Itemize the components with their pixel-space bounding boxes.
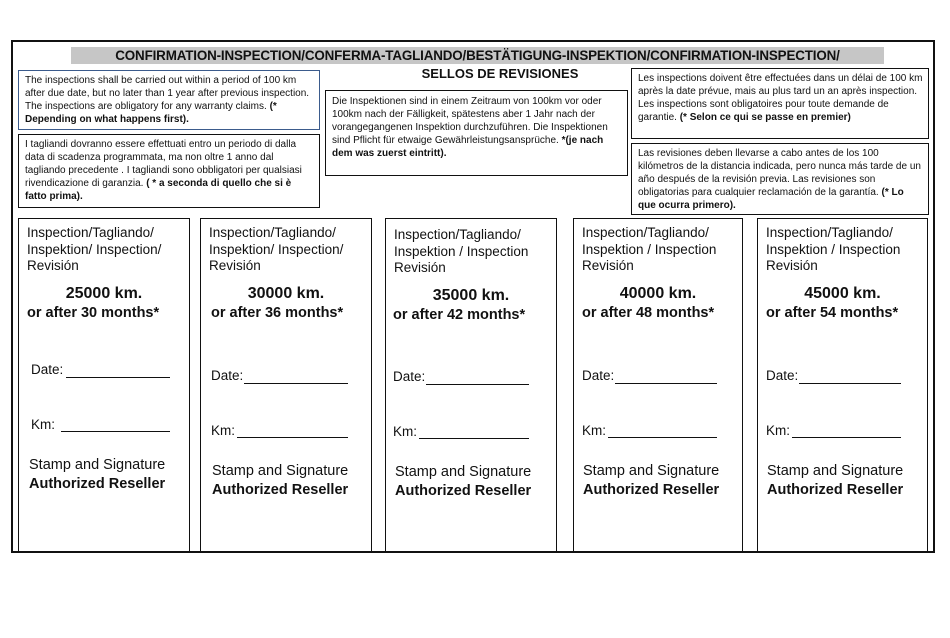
- date-label: Date:: [393, 369, 426, 384]
- km-label: Km:: [766, 423, 791, 438]
- stamp-label: Stamp and Signature: [212, 463, 349, 479]
- card-km: 30000 km.: [247, 285, 325, 302]
- inspection-card-3: [385, 218, 557, 553]
- card-after: or after 48 months*: [582, 305, 715, 321]
- card-km: 25000 km.: [65, 285, 143, 302]
- reseller-label: Authorized Reseller: [29, 476, 166, 492]
- note-italian-bold: ( * a seconda di quello che si è fatto prima).: [25, 178, 292, 202]
- km-field[interactable]: [61, 431, 170, 432]
- km-field[interactable]: [792, 437, 901, 438]
- date-label: Date:: [211, 368, 244, 383]
- card-after: or after 30 months*: [27, 305, 160, 321]
- note-english: [18, 70, 320, 130]
- inspection-card-5: [757, 218, 928, 553]
- note-french: [631, 68, 929, 139]
- km-label: Km:: [211, 423, 236, 438]
- inspection-card-4: [573, 218, 743, 553]
- note-french-text: Les inspections doivent être effectuées dans un délai de 100 km après la date prévue, mais au plus tard un an après inspection. Les inspections sont obligatoires pour toute demande de garantie.: [638, 73, 923, 123]
- km-label: Km:: [393, 424, 418, 439]
- date-field[interactable]: [615, 383, 717, 384]
- date-label: Date:: [766, 368, 799, 383]
- note-german-bold: *(je nach dem was zuerst eintritt).: [332, 135, 604, 159]
- card-km: 35000 km.: [432, 287, 510, 304]
- note-italian-text: I tagliandi dovranno essere effettuati entro un periodo di dalla data di scadenza programmata, ma non oltre 1 anno dal tagliando precedente . I tagliandi sono obbligatori per qualsiasi rivendicazione di garanzia.: [25, 139, 302, 189]
- km-field[interactable]: [419, 438, 529, 439]
- card-title: Inspection/Tagliando/ Inspektion / Inspection Revisión: [766, 225, 901, 273]
- inspection-card-1: [18, 218, 190, 553]
- date-field[interactable]: [426, 384, 529, 385]
- reseller-label: Authorized Reseller: [395, 483, 532, 499]
- date-field[interactable]: [66, 377, 170, 378]
- inspection-card-2: [200, 218, 372, 553]
- note-spanish-text: Las revisiones deben llevarse a cabo antes de los 100 kilómetros de la distancia indicada, pero nunca más tarde de un año después de la revisión previa. Las revisiones son obligatorias para cualquier reclamación de la garantía.: [638, 148, 921, 198]
- date-field[interactable]: [244, 383, 348, 384]
- note-spanish: [631, 143, 929, 215]
- reseller-label: Authorized Reseller: [212, 482, 349, 498]
- km-field[interactable]: [608, 437, 717, 438]
- card-title: Inspection/Tagliando/ Inspektion / Inspection Revisión: [394, 227, 529, 275]
- stamp-label: Stamp and Signature: [29, 457, 166, 473]
- stamp-label: Stamp and Signature: [767, 463, 904, 479]
- note-spanish-bold: (* Lo que ocurra primero).: [638, 187, 904, 211]
- title-line-1: CONFIRMATION-INSPECTION/CONFERMA-TAGLIANDO/BESTÄTIGUNG-INSPEKTION/CONFIRMATION-INSPECTION/: [71, 47, 884, 64]
- note-english-text: The inspections shall be carried out within a period of 100 km after due date, but no later than 1 year after previous inspection. The inspections are obligatory for any warranty claims.: [25, 75, 310, 112]
- card-after: or after 36 months*: [211, 305, 344, 321]
- date-label: Date:: [31, 362, 64, 377]
- title-line-2: SELLOS DE REVISIONES: [421, 66, 579, 81]
- km-field[interactable]: [237, 437, 348, 438]
- card-title: Inspection/Tagliando/ Inspektion/ Inspection/ Revisión: [27, 225, 162, 273]
- date-label: Date:: [582, 368, 615, 383]
- note-italian: [18, 134, 320, 208]
- card-km: 40000 km.: [619, 285, 697, 302]
- card-km: 45000 km.: [804, 285, 881, 302]
- reseller-label: Authorized Reseller: [767, 482, 904, 498]
- stamp-label: Stamp and Signature: [395, 464, 532, 480]
- km-label: Km:: [31, 417, 56, 432]
- stamp-label: Stamp and Signature: [583, 463, 720, 479]
- note-english-bold: (* Depending on what happens first).: [25, 101, 277, 125]
- note-german-text: Die Inspektionen sind in einem Zeitraum von 100km vor oder 100km nach der Fälligkeit, spätestens aber 1 Jahr nach der vorangegangenen Inspektion durchzuführen. Die Inspektionen sind Pflicht für etwaige Gewährleistungsansprüche.: [332, 96, 608, 146]
- card-after: or after 42 months*: [393, 307, 526, 323]
- km-label: Km:: [582, 423, 607, 438]
- note-french-bold: (* Selon ce qui se passe en premier): [679, 112, 851, 123]
- card-title: Inspection/Tagliando/ Inspektion / Inspection Revisión: [582, 225, 717, 273]
- card-after: or after 54 months*: [766, 305, 899, 321]
- reseller-label: Authorized Reseller: [583, 482, 720, 498]
- note-german: [325, 90, 628, 176]
- card-title: Inspection/Tagliando/ Inspektion/ Inspection/ Revisión: [209, 225, 344, 273]
- date-field[interactable]: [799, 383, 901, 384]
